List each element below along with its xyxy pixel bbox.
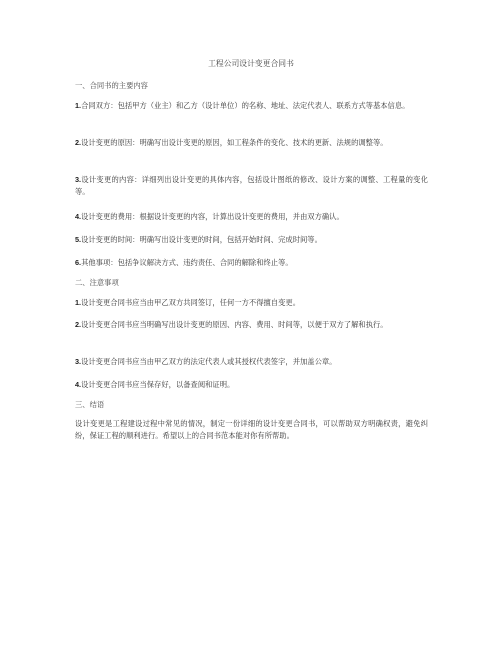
conclusion-paragraph: 设计变更是工程建设过程中常见的情况，制定一份详细的设计变更合同书，可以帮助双方明确权责，避免纠纷，保证工程的顺利进行。希望以上的合同书范本能对你有所帮助。	[75, 419, 428, 440]
clause-1-parties: 1.合同双方：包括甲方（业主）和乙方（设计单位）的名称、地址、法定代表人、联系方式等基本信息。	[75, 101, 410, 110]
clause-6-other: 6.其他事项：包括争议解决方式、违约责任、合同的解除和终止等。	[75, 258, 293, 267]
note-3: 3.设计变更合同书应当由甲乙双方的法定代表人或其授权代表签字，并加盖公章。	[75, 357, 337, 366]
note-2: 2.设计变更合同书应当明确写出设计变更的原因、内容、费用、时间等，以便于双方了解和执行。	[75, 320, 388, 329]
clause-4-cost: 4.设计变更的费用：根据设计变更的内容，计算出设计变更的费用，并由双方确认。	[75, 212, 344, 221]
note-1: 1.设计变更合同书应当由甲乙双方共同签订，任何一方不得擅自变更。	[75, 298, 300, 307]
clause-3-content: 3.设计变更的内容：详细列出设计变更的具体内容，包括设计图纸的修改、设计方案的调整、工程量的变化等。	[75, 175, 428, 196]
clause-5-time: 5.设计变更的时间：明确写出设计变更的时间，包括开始时间、完成时间等。	[75, 235, 322, 244]
section-heading-main-content: 一、合同书的主要内容	[75, 81, 148, 90]
note-4: 4.设计变更合同书应当保存好，以备查阅和证明。	[75, 380, 235, 389]
document-title: 工程公司设计变更合同书	[208, 59, 294, 68]
clause-2-reason: 2.设计变更的原因：明确写出设计变更的原因，如工程条件的变化、技术的更新、法规的调整等。	[75, 138, 388, 147]
section-heading-conclusion: 三、结语	[75, 400, 105, 409]
section-heading-notes: 二、注意事项	[75, 278, 119, 287]
